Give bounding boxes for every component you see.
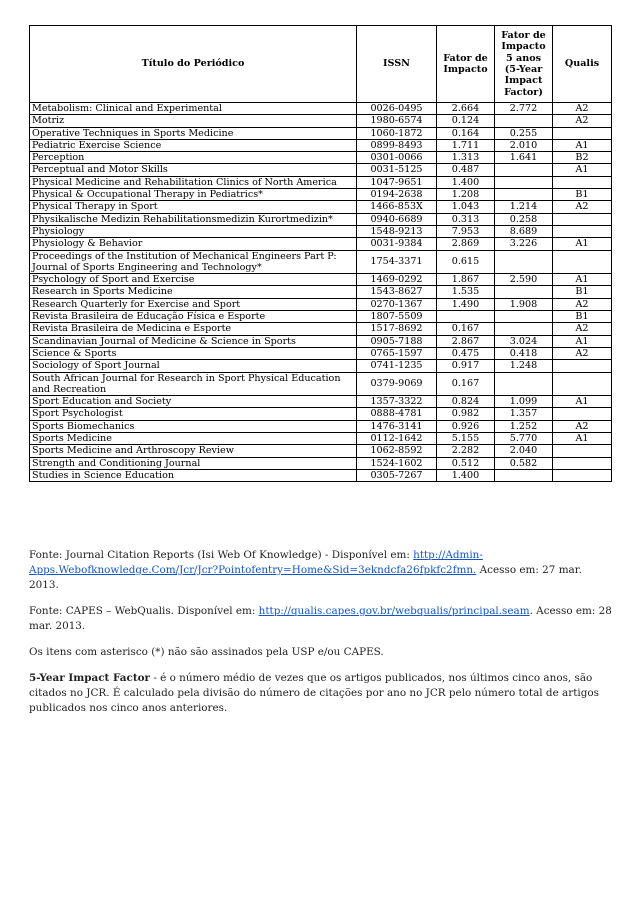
source-capes [29, 604, 613, 634]
table-row [30, 127, 612, 139]
cell-title: Revista Brasileira de Medicina e Esporte [30, 323, 357, 335]
cell-title: Proceedings of the Institution of Mechanical Engineers Part P: Journal of Sports Engineering and Technology* [30, 250, 357, 274]
cell-title: Physical Therapy in Sport [30, 201, 357, 213]
table-row [30, 469, 612, 481]
cell-impact: 0.124 [437, 115, 495, 127]
cell-title: Sport Psychologist [30, 408, 357, 420]
cell-title: Physiology & Behavior [30, 238, 357, 250]
cell-issn: 1980-6574 [357, 115, 437, 127]
cell-impact: 1.208 [437, 189, 495, 201]
cell-impact: 0.512 [437, 457, 495, 469]
cell-impact-5y [495, 323, 553, 335]
cell-title: Perception [30, 152, 357, 164]
cell-issn: 1060-1872 [357, 127, 437, 139]
cell-title: Psychology of Sport and Exercise [30, 274, 357, 286]
header-impact: Fator de Impacto [437, 26, 495, 103]
table-row [30, 103, 612, 115]
table-row [30, 201, 612, 213]
cell-impact-5y: 3.226 [495, 238, 553, 250]
cell-impact: 0.167 [437, 323, 495, 335]
cell-issn: 0905-7188 [357, 335, 437, 347]
header-qualis: Qualis [553, 26, 612, 103]
source-capes-text: Fonte: CAPES – WebQualis. Disponível em: [29, 605, 259, 617]
cell-qualis: A1 [553, 335, 612, 347]
cell-qualis: A2 [553, 347, 612, 359]
table-row [30, 176, 612, 188]
capes-link[interactable]: http://qualis.capes.gov.br/webqualis/principal.seam [258, 605, 530, 617]
table-row [30, 213, 612, 225]
cell-impact: 1.535 [437, 286, 495, 298]
cell-qualis: A1 [553, 274, 612, 286]
header-issn: ISSN [357, 26, 437, 103]
source-jcr-access: Acesso em: 27 mar. 2013. [29, 564, 582, 591]
cell-qualis [553, 225, 612, 237]
table-body [30, 103, 612, 482]
cell-qualis [553, 469, 612, 481]
cell-impact: 1.313 [437, 152, 495, 164]
table-row [30, 408, 612, 420]
notes-section [29, 548, 613, 727]
cell-impact-5y: 3.024 [495, 335, 553, 347]
cell-impact: 2.664 [437, 103, 495, 115]
cell-impact: 5.155 [437, 433, 495, 445]
cell-impact: 0.982 [437, 408, 495, 420]
cell-qualis [553, 457, 612, 469]
table-row [30, 164, 612, 176]
cell-impact-5y: 0.418 [495, 347, 553, 359]
cell-impact-5y: 1.214 [495, 201, 553, 213]
cell-qualis [553, 372, 612, 396]
header-impact-5y: Fator de Impacto 5 anos (5-Year Impact Factor) [495, 26, 553, 103]
cell-issn: 0026-0495 [357, 103, 437, 115]
cell-issn: 0765-1597 [357, 347, 437, 359]
cell-issn: 0194-2638 [357, 189, 437, 201]
cell-issn: 0301-0066 [357, 152, 437, 164]
cell-impact-5y [495, 311, 553, 323]
cell-impact-5y: 2.010 [495, 139, 553, 151]
source-jcr [29, 548, 613, 593]
header-title: Título do Periódico [30, 26, 357, 103]
cell-impact: 2.867 [437, 335, 495, 347]
impact-factor-term: 5-Year Impact Factor [29, 672, 151, 684]
table-row [30, 433, 612, 445]
table-row [30, 372, 612, 396]
cell-qualis: A2 [553, 420, 612, 432]
cell-title: Studies in Science Education [30, 469, 357, 481]
cell-qualis: B1 [553, 189, 612, 201]
cell-title: Physical Medicine and Rehabilitation Clinics of North America [30, 176, 357, 188]
cell-impact-5y: 1.248 [495, 360, 553, 372]
cell-qualis: A1 [553, 164, 612, 176]
cell-impact: 0.167 [437, 372, 495, 396]
cell-title: Research Quarterly for Exercise and Sport [30, 298, 357, 310]
table-row [30, 189, 612, 201]
cell-qualis: B2 [553, 152, 612, 164]
cell-impact: 0.917 [437, 360, 495, 372]
cell-impact-5y: 0.582 [495, 457, 553, 469]
cell-qualis: A1 [553, 139, 612, 151]
impact-factor-text: - é o número médio de vezes que os artigos publicados, nos últimos cinco anos, são citados no JCR. É calculado pela divisão do número de citações por ano no JCR pelo número total de artigos publicados nos cinco anos anteriores. [29, 672, 599, 714]
cell-qualis [553, 176, 612, 188]
cell-impact-5y: 2.772 [495, 103, 553, 115]
cell-issn: 0270-1367 [357, 298, 437, 310]
cell-impact: 0.824 [437, 396, 495, 408]
cell-impact-5y: 0.258 [495, 213, 553, 225]
cell-title: Metabolism: Clinical and Experimental [30, 103, 357, 115]
cell-title: Physikalische Medizin Rehabilitationsmedizin Kurortmedizin* [30, 213, 357, 225]
cell-impact-5y [495, 286, 553, 298]
table-row [30, 139, 612, 151]
table-row [30, 225, 612, 237]
jcr-link[interactable]: http://Admin-Apps.Webofknowledge.Com/Jcr/Jcr?Pointofentry=Home&Sid=3ekndcfa26fpkfc2fmn. [29, 549, 483, 576]
source-capes-access: . Acesso em: 28 mar. 2013. [29, 605, 612, 632]
cell-impact-5y: 8.689 [495, 225, 553, 237]
table-row [30, 323, 612, 335]
cell-title: Operative Techniques in Sports Medicine [30, 127, 357, 139]
table-row [30, 274, 612, 286]
cell-issn: 0031-9384 [357, 238, 437, 250]
cell-issn: 1476-3141 [357, 420, 437, 432]
journals-table [29, 25, 612, 482]
cell-impact [437, 311, 495, 323]
cell-issn: 1754-3371 [357, 250, 437, 274]
cell-impact: 0.475 [437, 347, 495, 359]
cell-impact-5y [495, 372, 553, 396]
cell-title: Research in Sports Medicine [30, 286, 357, 298]
cell-impact: 2.869 [437, 238, 495, 250]
cell-impact-5y: 1.357 [495, 408, 553, 420]
cell-title: Revista Brasileira de Educação Física e Esporte [30, 311, 357, 323]
table-row [30, 286, 612, 298]
cell-title: Science & Sports [30, 347, 357, 359]
cell-impact-5y: 2.040 [495, 445, 553, 457]
cell-issn: 1469-0292 [357, 274, 437, 286]
cell-issn: 0379-9069 [357, 372, 437, 396]
cell-impact-5y: 5.770 [495, 433, 553, 445]
cell-qualis: A2 [553, 201, 612, 213]
cell-issn: 0112-1642 [357, 433, 437, 445]
table-row [30, 311, 612, 323]
source-jcr-text: Fonte: Journal Citation Reports (Isi Web Of Knowledge) - Disponível em: [29, 549, 414, 561]
cell-qualis [553, 213, 612, 225]
cell-issn: 1548-9213 [357, 225, 437, 237]
cell-qualis: A2 [553, 103, 612, 115]
cell-issn: 0741-1235 [357, 360, 437, 372]
cell-qualis: A2 [553, 115, 612, 127]
cell-qualis: A2 [553, 323, 612, 335]
cell-impact-5y [495, 164, 553, 176]
cell-qualis: A1 [553, 396, 612, 408]
cell-impact: 0.164 [437, 127, 495, 139]
asterisk-note: Os itens com asterisco (*) não são assinados pela USP e/ou CAPES. [29, 646, 384, 658]
cell-title: Motriz [30, 115, 357, 127]
cell-issn: 1543-8627 [357, 286, 437, 298]
cell-impact: 1.400 [437, 176, 495, 188]
table-row [30, 396, 612, 408]
cell-title: Strength and Conditioning Journal [30, 457, 357, 469]
table-row [30, 420, 612, 432]
cell-title: Sports Medicine [30, 433, 357, 445]
table-row [30, 152, 612, 164]
cell-issn: 1047-9651 [357, 176, 437, 188]
table-row [30, 115, 612, 127]
cell-title: Sociology of Sport Journal [30, 360, 357, 372]
cell-impact-5y [495, 189, 553, 201]
cell-issn: 1807-5509 [357, 311, 437, 323]
cell-qualis: B1 [553, 286, 612, 298]
cell-issn: 0899-8493 [357, 139, 437, 151]
cell-title: Perceptual and Motor Skills [30, 164, 357, 176]
table-row [30, 250, 612, 274]
cell-impact: 0.615 [437, 250, 495, 274]
cell-title: South African Journal for Research in Sport Physical Education and Recreation [30, 372, 357, 396]
cell-qualis [553, 360, 612, 372]
cell-title: Sport Education and Society [30, 396, 357, 408]
cell-impact-5y: 1.252 [495, 420, 553, 432]
cell-issn: 0305-7267 [357, 469, 437, 481]
cell-impact-5y: 1.641 [495, 152, 553, 164]
cell-impact: 1.711 [437, 139, 495, 151]
cell-impact: 7.953 [437, 225, 495, 237]
table-header-row [30, 26, 612, 103]
cell-issn: 1524-1602 [357, 457, 437, 469]
cell-title: Pediatric Exercise Science [30, 139, 357, 151]
cell-impact-5y: 0.255 [495, 127, 553, 139]
cell-issn: 0888-4781 [357, 408, 437, 420]
table-row [30, 335, 612, 347]
cell-issn: 0940-6689 [357, 213, 437, 225]
cell-impact: 1.867 [437, 274, 495, 286]
cell-issn: 1357-3322 [357, 396, 437, 408]
cell-qualis: A1 [553, 238, 612, 250]
cell-title: Sports Biomechanics [30, 420, 357, 432]
cell-title: Scandinavian Journal of Medicine & Science in Sports [30, 335, 357, 347]
cell-impact: 0.926 [437, 420, 495, 432]
cell-impact: 2.282 [437, 445, 495, 457]
cell-impact-5y [495, 250, 553, 274]
cell-impact-5y [495, 176, 553, 188]
table-row [30, 360, 612, 372]
cell-issn: 1517-8692 [357, 323, 437, 335]
cell-title: Sports Medicine and Arthroscopy Review [30, 445, 357, 457]
table-row [30, 457, 612, 469]
table-row [30, 347, 612, 359]
table-row [30, 445, 612, 457]
cell-impact: 0.313 [437, 213, 495, 225]
cell-impact-5y [495, 115, 553, 127]
cell-impact-5y: 1.908 [495, 298, 553, 310]
cell-qualis [553, 250, 612, 274]
cell-qualis [553, 127, 612, 139]
cell-qualis: A2 [553, 298, 612, 310]
cell-impact-5y: 1.099 [495, 396, 553, 408]
cell-impact: 1.490 [437, 298, 495, 310]
cell-qualis: B1 [553, 311, 612, 323]
cell-impact-5y: 2.590 [495, 274, 553, 286]
impact-factor-definition [29, 671, 613, 716]
cell-issn: 0031-5125 [357, 164, 437, 176]
cell-issn: 1062-8592 [357, 445, 437, 457]
cell-impact: 1.043 [437, 201, 495, 213]
cell-impact: 0.487 [437, 164, 495, 176]
cell-qualis: A1 [553, 433, 612, 445]
cell-qualis [553, 445, 612, 457]
cell-title: Physical & Occupational Therapy in Pediatrics* [30, 189, 357, 201]
table-row [30, 238, 612, 250]
cell-impact-5y [495, 469, 553, 481]
cell-qualis [553, 408, 612, 420]
cell-issn: 1466-853X [357, 201, 437, 213]
cell-impact: 1.400 [437, 469, 495, 481]
cell-title: Physiology [30, 225, 357, 237]
table-row [30, 298, 612, 310]
